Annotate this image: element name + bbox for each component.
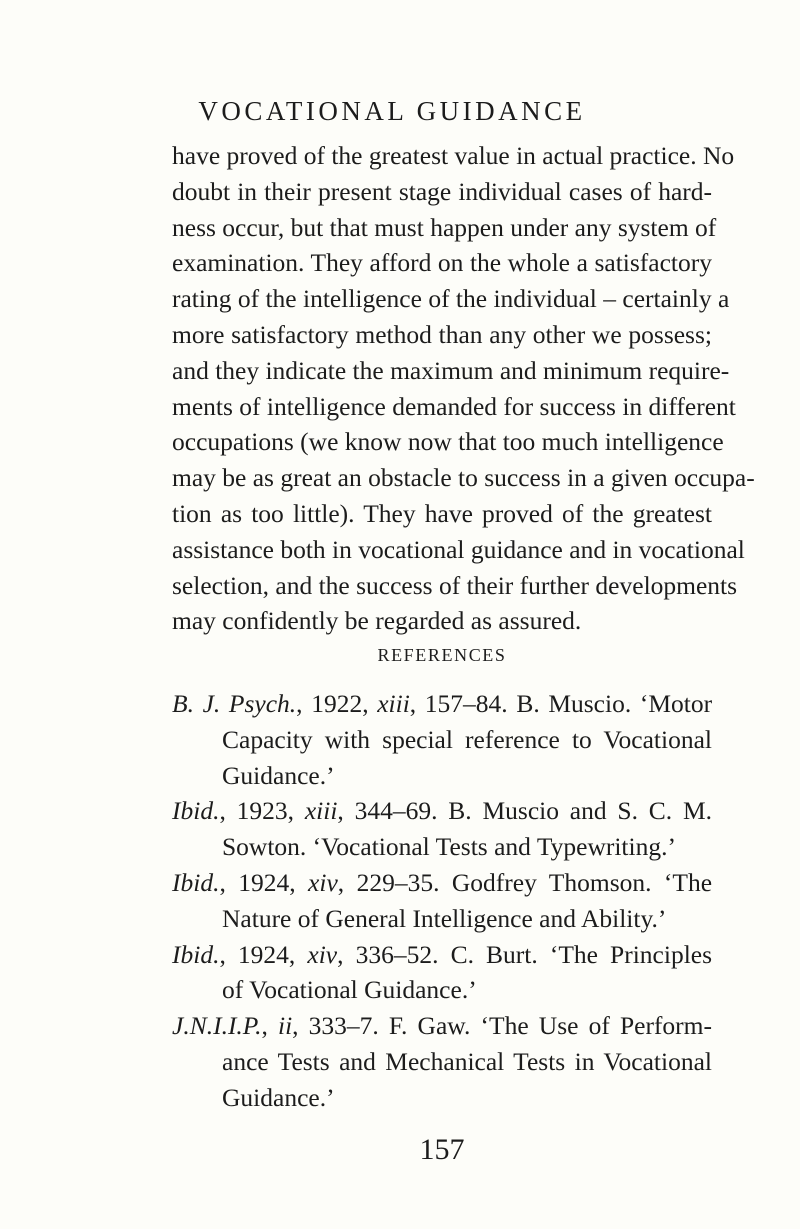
reference-journal: B. J. Psych.	[172, 689, 297, 718]
reference-first-line: Ibid., 1924, xiv, 336–52. C. Burt. ‘The Principles	[172, 939, 713, 969]
reference-pages: 336–52.	[355, 939, 439, 969]
reference-pages: 229–35.	[356, 867, 440, 897]
body-line: may be as great an obstacle to success in a given occupa-	[172, 463, 755, 493]
reference-pages: 344–69.	[354, 796, 438, 826]
reference-journal: Ibid.	[172, 867, 220, 897]
reference-entry	[172, 865, 712, 937]
body-line: selection, and the success of their further developments	[172, 570, 738, 600]
body-line: more satisfactory method than any other we possess;	[172, 319, 712, 349]
reference-citation: B. Muscio and S. C. M.	[448, 796, 713, 826]
reference-pages: 333–7.	[308, 1011, 379, 1041]
reference-first-line: J.N.I.I.P., ii, 333–7. F. Gaw. ‘The Use of Perform-	[172, 1011, 712, 1041]
reference-journal: Ibid.	[172, 796, 220, 826]
reference-continuation: Nature of General Intelligence and Ability.’	[222, 903, 667, 933]
reference-first-line: B. J. Psych., 1922, xiii, 157–84. B. Muscio. ‘Motor	[172, 689, 713, 718]
reference-year: 1924	[238, 867, 290, 897]
body-line: rating of the intelligence of the individual – certainly a	[172, 284, 730, 314]
reference-citation: Godfrey Thomson. ‘The	[451, 867, 713, 897]
reference-journal: J.N.I.I.P.	[172, 1011, 262, 1041]
reference-continuation: Capacity with special reference to Vocational	[222, 724, 712, 754]
page-number: 157	[419, 1133, 465, 1166]
reference-journal: Ibid.	[172, 939, 220, 969]
reference-year: 1922	[311, 689, 363, 718]
reference-entry	[172, 937, 712, 1009]
body-line: assistance both in vocational guidance and in vocational	[172, 534, 745, 564]
body-line: and they indicate the maximum and minimum require-	[172, 355, 730, 385]
reference-pages: 157–84.	[424, 689, 508, 718]
body-line: occupations (we know now that too much intelligence	[172, 427, 724, 457]
body-line: tion as too little). They have proved of the greatest	[172, 498, 712, 528]
body-line: examination. They afford on the whole a satisfactory	[172, 248, 712, 278]
reference-continuation: Guidance.’	[222, 760, 335, 790]
reference-volume: xiii	[304, 796, 338, 826]
reference-volume: xiii	[377, 689, 410, 718]
body-line: may confidently be regarded as assured.	[172, 606, 582, 636]
reference-citation: F. Gaw. ‘The Use of Perform-	[388, 1011, 712, 1041]
body-line: ness occur, but that must happen under any system of	[172, 212, 717, 242]
body-line: have proved of the greatest value in actual practice. No	[172, 141, 735, 170]
body-paragraph	[172, 138, 755, 639]
running-head: VOCATIONAL GUIDANCE	[198, 96, 586, 126]
reference-year: 1924	[237, 939, 289, 969]
reference-entry	[172, 793, 712, 865]
reference-volume: xiv	[308, 867, 338, 897]
reference-first-line: Ibid., 1924, xiv, 229–35. Godfrey Thomson. ‘The	[172, 867, 713, 897]
body-line: doubt in their present stage individual cases of hard-	[172, 176, 712, 206]
references-heading: REFERENCES	[377, 645, 507, 665]
reference-continuation: of Vocational Guidance.’	[222, 975, 477, 1005]
reference-continuation: Sowton. ‘Vocational Tests and Typewriting.’	[222, 832, 676, 862]
reference-continuation: Guidance.’	[222, 1082, 335, 1112]
reference-volume: xiv	[307, 939, 338, 969]
reference-entry	[172, 686, 712, 793]
reference-volume: ii	[277, 1011, 293, 1041]
reference-citation: C. Burt. ‘The Principles	[450, 939, 713, 969]
reference-entry	[172, 1008, 712, 1115]
reference-year: 1923	[236, 796, 288, 826]
references-list	[172, 686, 712, 1116]
reference-continuation: ance Tests and Mechanical Tests in Vocational	[222, 1046, 712, 1076]
reference-first-line: Ibid., 1923, xiii, 344–69. B. Muscio and S. C. M.	[172, 796, 713, 826]
body-line: ments of intelligence demanded for success in different	[172, 391, 736, 421]
reference-citation: B. Muscio. ‘Motor	[516, 689, 713, 718]
